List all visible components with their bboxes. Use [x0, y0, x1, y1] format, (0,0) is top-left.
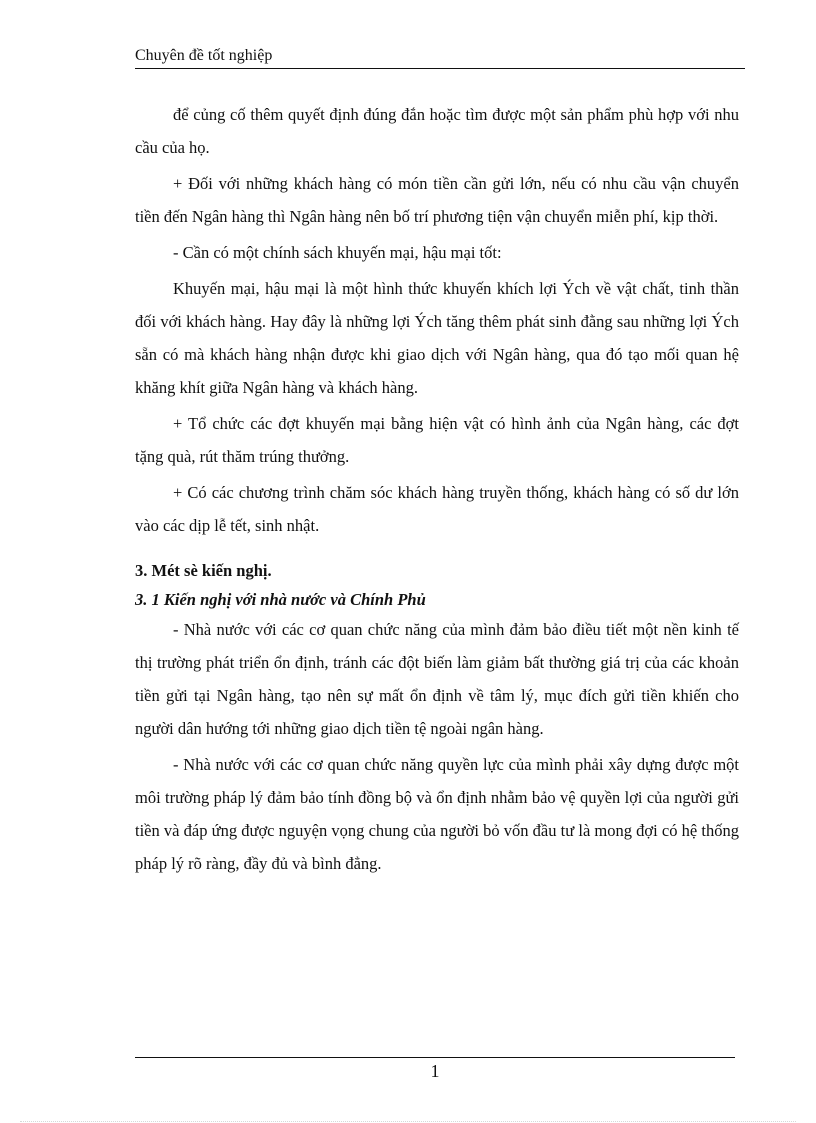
footer-divider: [135, 1057, 735, 1058]
paragraph: + Tổ chức các đợt khuyến mại bằng hiện vật có hình ảnh của Ngân hàng, các đợt tặng quà, rút thăm trúng thưởng.: [135, 414, 739, 466]
page-header: [135, 46, 745, 69]
paragraph: - Nhà nước với các cơ quan chức năng quyền lực của mình phải xây dựng được một môi trường pháp lý đảm bảo tính đồng bộ và ổn định nhằm bảo vệ quyền lợi của người gửi tiền và đáp ứng được nguyện vọng chung của người bỏ vốn đầu tư là mong đợi có hệ thống pháp lý rõ ràng, đầy đủ và bình đẳng.: [135, 755, 739, 873]
subsection-heading: 3. 1 Kiến nghị với nhà nước và Chính Phủ: [135, 590, 426, 609]
paragraph: + Có các chương trình chăm sóc khách hàng truyền thống, khách hàng có số dư lớn vào các dịp lễ tết, sinh nhật.: [135, 483, 739, 535]
document-body: [135, 98, 739, 880]
paragraph: + Đối với những khách hàng có món tiền cần gửi lớn, nếu có nhu cầu vận chuyển tiền đến Ngân hàng thì Ngân hàng nên bố trí phương tiện vận chuyển miễn phí, kịp thời.: [135, 174, 739, 226]
page-edge: [20, 1121, 796, 1122]
paragraph: - Cần có một chính sách khuyến mại, hậu mại tốt:: [173, 243, 502, 262]
page-number: 1: [430, 1061, 440, 1081]
header-title: Chuyên đề tốt nghiệp: [135, 47, 273, 64]
paragraph: - Nhà nước với các cơ quan chức năng của mình đảm bảo điều tiết một nền kinh tế thị trường phát triển ổn định, tránh các đột biến làm giảm bất thường giá trị của các khoản tiền gửi tại Ngân hàng, tạo nên sự mất ổn định về tâm lý, mục đích gửi tiền khiến cho người dân hướng tới những giao dịch tiền tệ ngoài ngân hàng.: [135, 620, 739, 738]
paragraph: Khuyến mại, hậu mại là một hình thức khuyến khích lợi Ých về vật chất, tinh thần đối với khách hàng. Hay đây là những lợi Ých tăng thêm phát sinh đằng sau những lợi Ých sẵn có mà khách hàng nhận được khi giao dịch với Ngân hàng, qua đó tạo mối quan hệ khăng khít giữa Ngân hàng và khách hàng.: [135, 279, 739, 397]
section-heading: 3. Mét sè kiến nghị.: [135, 561, 272, 580]
paragraph: để củng cố thêm quyết định đúng đắn hoặc tìm được một sản phẩm phù hợp với nhu cầu của họ.: [135, 105, 739, 157]
